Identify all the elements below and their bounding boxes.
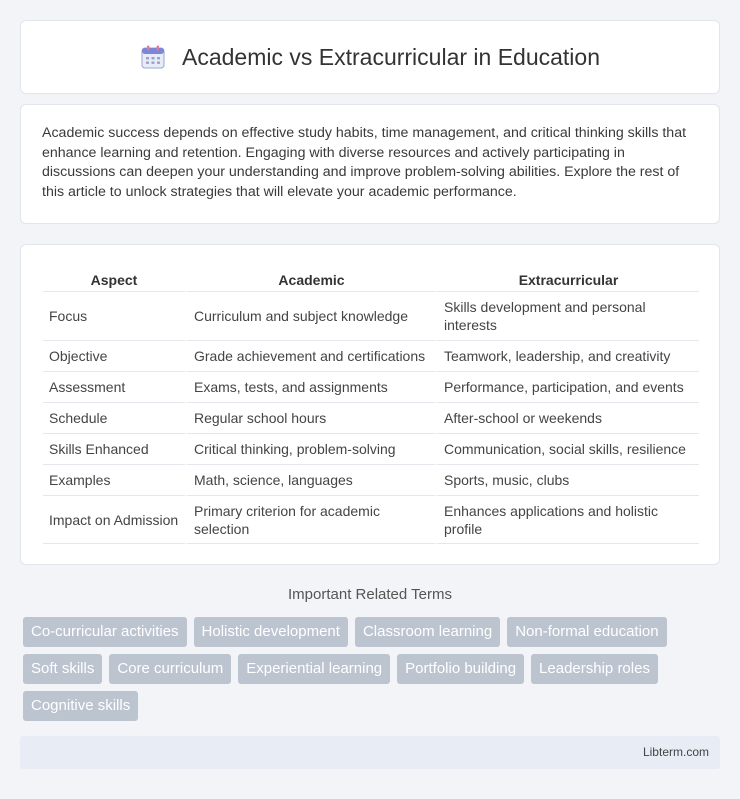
- table-cell: Teamwork, leadership, and creativity: [435, 340, 699, 371]
- header-aspect: Aspect: [90, 272, 138, 288]
- related-terms-tags: [23, 617, 723, 721]
- tag-leadership-roles[interactable]: Leadership roles: [531, 654, 658, 684]
- title-wrap: [140, 44, 600, 71]
- tag-portfolio-building[interactable]: Portfolio building: [397, 654, 524, 684]
- tag-holistic-development[interactable]: Holistic development: [194, 617, 348, 647]
- tag-experiential-learning[interactable]: Experiential learning: [238, 654, 390, 684]
- table-cell: Enhances applications and holistic profile: [435, 495, 699, 544]
- table-cell: Assessment: [43, 371, 185, 402]
- footer-brand[interactable]: Libterm.com: [642, 745, 709, 759]
- table-cell: Exams, tests, and assignments: [185, 371, 435, 402]
- table-cell: Objective: [43, 340, 185, 371]
- tag-co-curricular-activities[interactable]: Co-curricular activities: [23, 617, 187, 647]
- table-row: [43, 371, 699, 402]
- table-row: [43, 433, 699, 464]
- table-row: [43, 464, 699, 495]
- tag-non-formal-education[interactable]: Non-formal education: [507, 617, 666, 647]
- header-academic: Academic: [185, 265, 435, 291]
- table-cell: Grade achievement and certifications: [185, 340, 435, 371]
- table-row: [43, 402, 699, 433]
- table-cell: Curriculum and subject knowledge: [185, 291, 435, 340]
- table-cell: After-school or weekends: [435, 402, 699, 433]
- table-cell: Primary criterion for academic selection: [185, 495, 435, 544]
- intro-text: Academic success depends on effective study habits, time management, and critical thinking skills that enhance learning and retention. Engaging with diverse resources and actively participating in discussions can deepen your understanding and improve problem-solving abilities. Explore the rest of this article to unlock strategies that will elevate your academic performance.: [42, 125, 687, 200]
- table-cell: Impact on Admission: [43, 495, 185, 544]
- header-extracurricular: Extracurricular: [435, 265, 699, 291]
- page-title: Academic vs Extracurricular in Education: [182, 43, 600, 70]
- tag-cognitive-skills[interactable]: Cognitive skills: [23, 691, 138, 721]
- table-cell: Communication, social skills, resilience: [435, 433, 699, 464]
- tag-soft-skills[interactable]: Soft skills: [23, 654, 102, 684]
- related-terms-title: Important Related Terms: [288, 586, 452, 603]
- table-row: [43, 291, 699, 340]
- table-row: [43, 340, 699, 371]
- table-cell: Critical thinking, problem-solving: [185, 433, 435, 464]
- table-cell: Schedule: [43, 402, 185, 433]
- table-cell: Performance, participation, and events: [435, 371, 699, 402]
- table-cell: Focus: [43, 291, 185, 340]
- table-cell: Skills development and personal interests: [435, 291, 699, 340]
- calendar-icon: [140, 44, 166, 70]
- table-cell: Sports, music, clubs: [435, 464, 699, 495]
- table-cell: Math, science, languages: [185, 464, 435, 495]
- table-cell: Skills Enhanced: [43, 433, 185, 464]
- table-cell: Examples: [43, 464, 185, 495]
- comparison-table: [43, 265, 699, 544]
- header-card: [20, 20, 720, 94]
- table-header-row: [43, 265, 699, 291]
- footer: [20, 736, 720, 769]
- comparison-table-card: [20, 244, 720, 565]
- table-row: [43, 495, 699, 544]
- tag-classroom-learning[interactable]: Classroom learning: [355, 617, 500, 647]
- tag-core-curriculum[interactable]: Core curriculum: [109, 654, 231, 684]
- table-cell: Regular school hours: [185, 402, 435, 433]
- intro-card: [20, 104, 720, 224]
